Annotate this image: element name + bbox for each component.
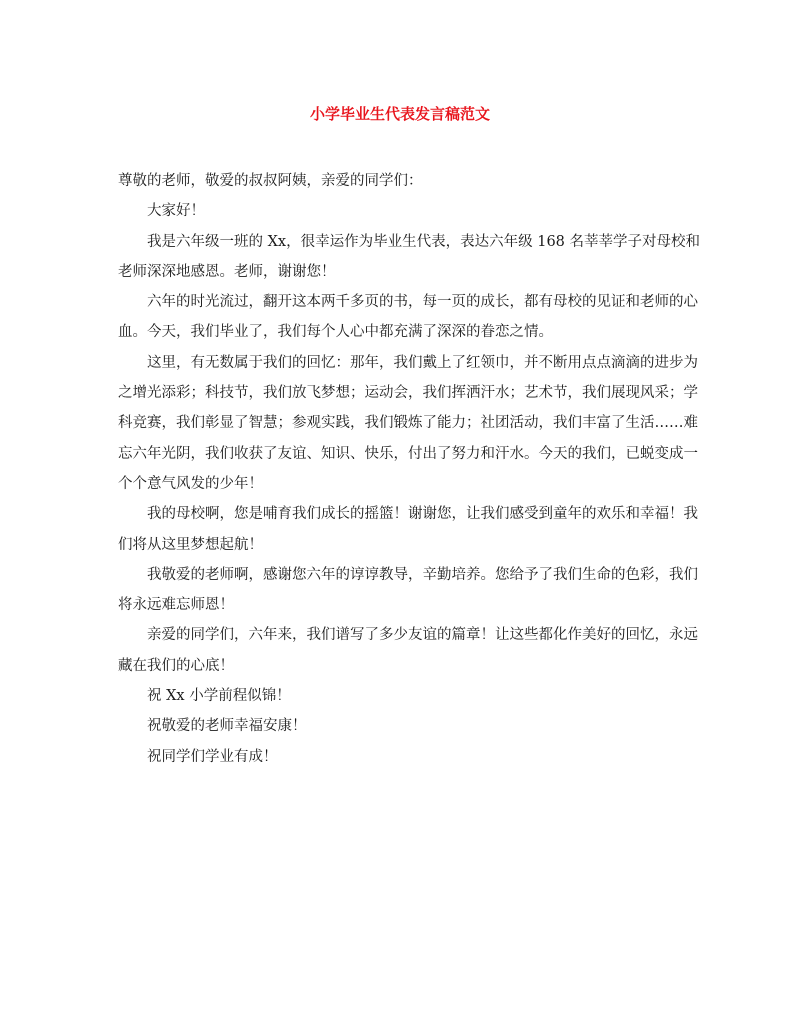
- paragraph-teachers: 我敬爱的老师啊，感谢您六年的谆谆教导，辛勤培养。您给予了我们生命的色彩，我们将永远难忘师恩！: [118, 566, 698, 614]
- paragraph-alma-mater: 我的母校啊，您是哺育我们成长的摇篮！谢谢您，让我们感受到童年的欢乐和幸福！我们将从这里梦想起航！: [118, 506, 698, 553]
- paragraph-memories: 这里，有无数属于我们的回忆：那年，我们戴上了红领巾，并不断用点点滴滴的进步为之增光添彩；科技节，我们放飞梦想；运动会，我们挥洒汗水；艺术节，我们展现风采；学科竞赛，我们彰显了智慧；参观实践，我们锻炼了能力；社团活动，我们丰富了生活……难忘六年光阴，我们收获了友谊、知识、快乐，付出了努力和汗水。今天的我们，已蜕变成一个个意气风发的少年！: [118, 354, 698, 492]
- salutation: 尊敬的老师，敬爱的叔叔阿姨，亲爱的同学们：: [118, 173, 423, 189]
- page-title: 小学毕业生代表发言稿范文: [309, 105, 490, 123]
- paragraph-introduction: 我是六年级一班的 Xx，很幸运作为毕业生代表，表达六年级 168 名莘莘学子对母校和老师深深地感恩。老师，谢谢您！: [118, 233, 701, 280]
- paragraph-six-years: 六年的时光流过，翻开这本两千多页的书，每一页的成长，都有母校的见证和老师的心血。今天，我们毕业了，我们每个人心中都充满了深深的眷恋之情。: [118, 294, 698, 341]
- paragraph-wish-classmates: 祝同学们学业有成！: [147, 748, 278, 765]
- paragraph-greeting: 大家好！: [147, 203, 205, 220]
- document-body: [118, 166, 700, 772]
- paragraph-wish-school: 祝 Xx 小学前程似锦！: [147, 688, 291, 705]
- paragraph-wish-teachers: 祝敬爱的老师幸福安康！: [147, 718, 307, 735]
- paragraph-classmates: 亲爱的同学们，六年来，我们谱写了多少友谊的篇章！让这些都化作美好的回忆，永远藏在我们的心底！: [118, 627, 698, 674]
